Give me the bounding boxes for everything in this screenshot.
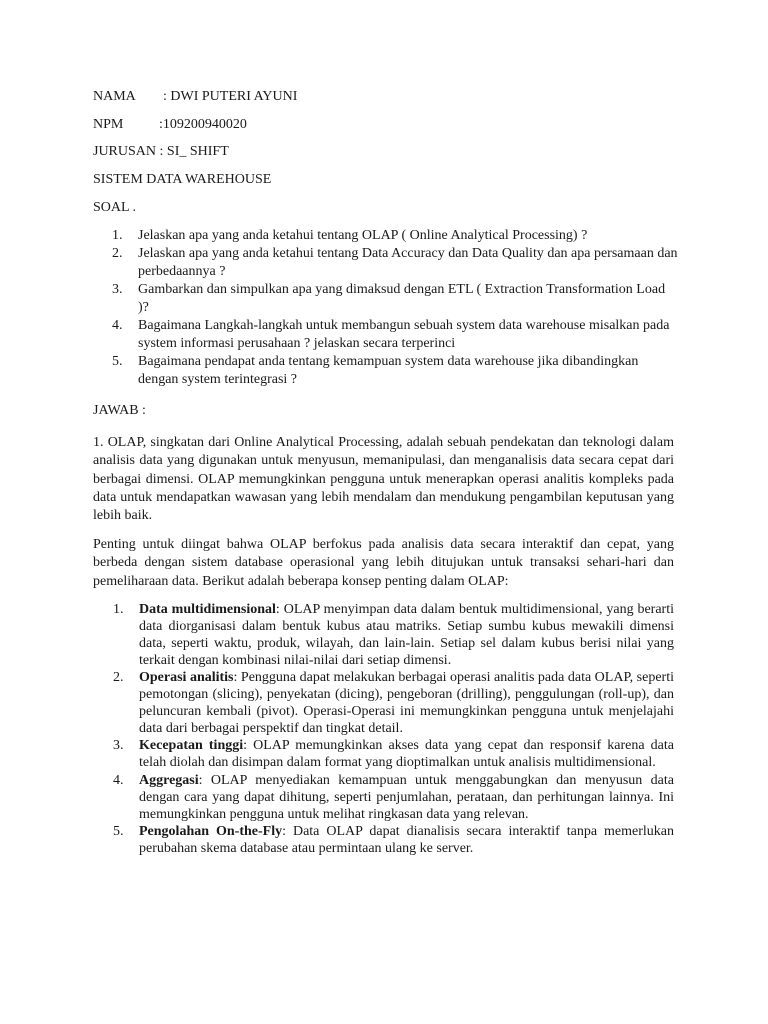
question-text: Bagaimana pendapat anda tentang kemampuan system data warehouse jika dibandingkan dengan system terintegrasi ? [138, 354, 639, 387]
question-number: 1. [112, 228, 123, 243]
answer-paragraph-1: 1. OLAP, singkatan dari Online Analytical Processing, adalah sebuah pendekatan dan teknologi dalam analisis data yang digunakan untuk menyusun, memanipulasi, dan menganalisis data secara cepat dari berbagai dimensi. OLAP memungkinkan pengguna untuk menerapkan operasi analitis kompleks pada data untuk mendapatkan wawasan yang lebih mendalam dan mendukung pengambilan keputusan yang lebih baik. [93, 435, 674, 524]
concept-item [113, 824, 674, 858]
name-line [93, 88, 297, 106]
subject-line: SISTEM DATA WAREHOUSE [93, 172, 272, 187]
npm-line [93, 116, 247, 134]
question-text: Jelaskan apa yang anda ketahui tentang OLAP ( Online Analytical Processing) ? [138, 228, 588, 243]
question-list [112, 227, 678, 389]
npm-value: :109200940020 [159, 117, 247, 132]
concept-term: Aggregasi [139, 772, 199, 788]
soal-heading: SOAL . [93, 200, 137, 215]
concept-item [113, 772, 674, 824]
concept-description: : Data OLAP dapat dianalisis secara interaktif tanpa memerlukan perubahan skema database atau permintaan ulang ke server. [139, 824, 674, 857]
question-item [112, 245, 678, 281]
concept-description: : OLAP memungkinkan akses data yang cepat dan responsif karena data telah diolah dan disimpan dalam format yang dioptimalkan untuk analisis multidimensional. [139, 738, 674, 771]
concept-number: 2. [113, 670, 124, 686]
question-number: 3. [112, 282, 123, 297]
concept-term: Operasi analitis [139, 670, 234, 686]
concept-number: 3. [113, 738, 124, 754]
question-text: Jelaskan apa yang anda ketahui tentang Data Accuracy dan Data Quality dan apa persamaan dan perbedaannya ? [138, 246, 678, 279]
concept-number: 5. [113, 824, 124, 840]
concept-item [113, 738, 674, 772]
question-number: 4. [112, 318, 123, 333]
concept-term: Kecepatan tinggi [139, 738, 244, 754]
jurusan-line: JURUSAN : SI_ SHIFT [93, 144, 229, 159]
answer-paragraph-2: Penting untuk diingat bahwa OLAP berfokus pada analisis data secara interaktif dan cepat, yang berbeda dengan sistem database operasional yang lebih ditujukan untuk transaksi sehari-hari dan pemeliharaan data. Berikut adalah beberapa konsep penting dalam OLAP: [93, 537, 674, 589]
concept-description: : OLAP menyediakan kemampuan untuk menggabungkan dan menyusun data dengan cara yang dapat dihitung, seperti penjumlahan, perataan, dan perhitungan lainnya. Ini memungkinkan pengguna untuk melihat ringkasan data yang relevan. [139, 772, 674, 822]
question-text: Gambarkan dan simpulkan apa yang dimaksud dengan ETL ( Extraction Transformation Load )? [138, 282, 666, 315]
name-label: NAMA [93, 89, 136, 104]
concept-number: 1. [113, 602, 124, 617]
name-value: : DWI PUTERI AYUNI [163, 89, 298, 104]
question-text: Bagaimana Langkah-langkah untuk membangun sebuah system data warehouse misalkan pada system informasi perusahaan ? jelaskan secara terperinci [138, 318, 670, 351]
concept-number: 4. [113, 772, 124, 788]
concept-term: Data multidimensional [139, 602, 276, 617]
concept-term: Pengolahan On-the-Fly [139, 824, 283, 840]
question-number: 2. [112, 246, 123, 261]
jawab-heading: JAWAB : [93, 403, 146, 418]
concept-item [113, 670, 674, 738]
concept-list [113, 602, 674, 859]
concept-description: : Pengguna dapat melakukan berbagai operasi analitis pada data OLAP, seperti pemotongan (slicing), penyekatan (dicing), pengeboran (drilling), penggulungan (roll-up), dan peluncuran kembali (pivot). Operasi-Operasi ini memungkinkan pengguna untuk menjelajahi data dari berbagai perspektif dan tingkat detail. [139, 670, 674, 736]
question-item [112, 281, 678, 317]
question-item [112, 227, 678, 245]
npm-label: NPM [93, 117, 124, 132]
concept-description: : OLAP menyimpan data dalam bentuk multidimensional, yang berarti data diorganisasi dalam bentuk kubus atau matriks. Setiap sumbu kubus mewakili dimensi data, seperti waktu, produk, wilayah, dan lain-lain. Setiap sel dalam kubus berisi nilai yang terkait dengan kombinasi nilai-nilai dari setiap dimensi. [139, 602, 674, 668]
question-item [112, 353, 678, 389]
question-number: 5. [112, 354, 123, 369]
concept-item [113, 602, 674, 670]
question-item [112, 317, 678, 353]
